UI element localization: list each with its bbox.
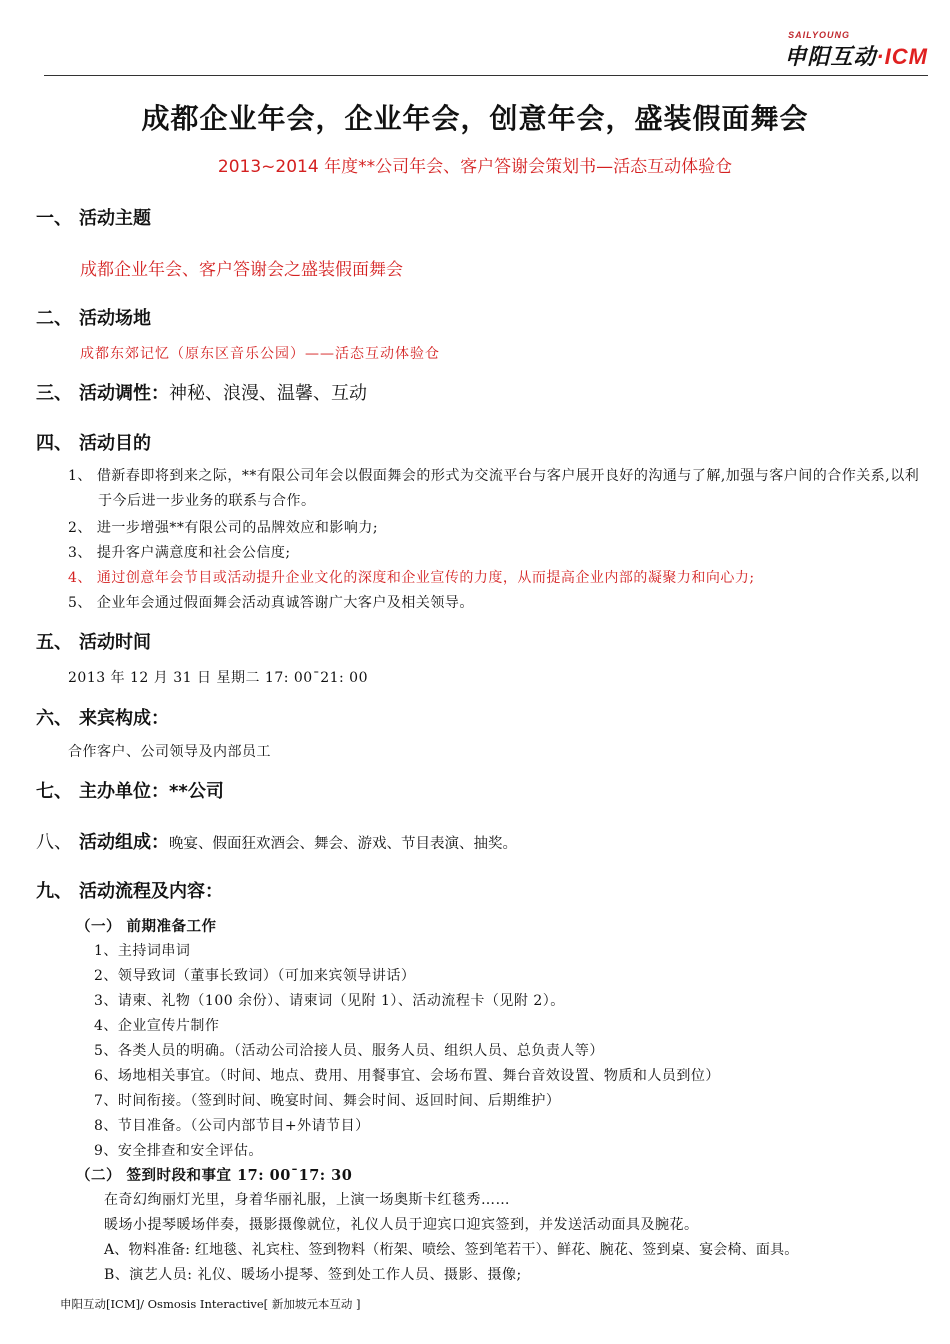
purpose-item-3: 3、 提升客户满意度和社会公信度; [68,545,291,561]
section-2-content: 成都东郊记忆（原东区音乐公园）——活态互动体验仓 [80,346,440,362]
section-9-heading: 九、 活动流程及内容： [36,881,223,902]
purpose-item-1: 1、 借新春即将到来之际，**有限公司年会以假面舞会的形式为交流平台与客户展开良好的沟通与了解,加强与客户间的合作关系,以利于今后进一步业务的联系与合作。 [68,468,920,509]
section-3-heading: 三、 活动调性：神秘、浪漫、温馨、互动 [36,383,367,404]
section-1-heading: 一、 活动主题 [36,208,151,229]
prep-item-5: 5、各类人员的明确。（活动公司洽接人员、服务人员、组织人员、总负责人等） [94,1043,604,1059]
checkin-line-4: B、演艺人员: 礼仪、暖场小提琴、签到处工作人员、摄影、摄像; [104,1267,522,1283]
logo-tagline: SAILYOUNG [788,30,850,40]
checkin-line-1: 在奇幻绚丽灯光里，身着华丽礼服，上演一场奥斯卡红毯秀…… [104,1192,510,1208]
prep-item-1: 1、主持词串词 [94,943,191,959]
checkin-line-2: 暖场小提琴暖场伴奏，摄影摄像就位，礼仪人员于迎宾口迎宾签到，并发送活动面具及腕花。 [104,1217,699,1233]
guest-composition: 合作客户、公司领导及内部员工 [68,744,271,760]
page-title: 成都企业年会，企业年会，创意年会，盛装假面舞会 [141,102,809,135]
section-6-heading: 六、 来宾构成： [36,708,169,729]
section-1-content: 成都企业年会、客户答谢会之盛装假面舞会 [80,260,403,280]
prep-item-9: 9、安全排查和安全评估。 [94,1143,263,1159]
section-7-heading: 七、 主办单位：**公司 [36,781,224,802]
prep-item-3: 3、请柬、礼物（100 余份）、请柬词（见附 1）、活动流程卡（见附 2）。 [94,993,565,1009]
section-4-heading: 四、 活动目的 [36,433,151,454]
prep-item-6: 6、场地相关事宜。（时间、地点、费用、用餐事宜、会场布置、舞台音效设置、物质和人员到位） [94,1068,720,1084]
header-divider [44,75,928,76]
checkin-line-3: A、物料准备: 红地毯、礼宾柱、签到物料（桁架、喷绘、签到笔若干）、鲜花、腕花、签到桌、宴会椅、面具。 [104,1242,799,1258]
prep-item-7: 7、时间衔接。（签到时间、晚宴时间、舞会时间、返回时间、后期维护） [94,1093,561,1109]
purpose-item-5: 5、 企业年会通过假面舞会活动真诚答谢广大客户及相关领导。 [68,595,474,611]
prep-heading: （一） 前期准备工作 [76,918,217,935]
purpose-item-2: 2、 进一步增强**有限公司的品牌效应和影响力; [68,520,379,536]
purpose-item-4: 4、 通过创意年会节目或活动提升企业文化的深度和企业宣传的力度，从而提高企业内部的凝聚力和向心力; [68,570,755,586]
section-8-heading: 八、 活动组成：晚宴、假面狂欢酒会、舞会、游戏、节目表演、抽奖。 [36,832,517,853]
prep-item-8: 8、节目准备。（公司内部节目+外请节目） [94,1118,370,1134]
brand-logo [688,30,928,70]
section-5-heading: 五、 活动时间 [36,632,151,653]
page-footer: 申阳互动[ICM]/ Osmosis Interactive[ 新加坡元本互动 ] [60,1297,361,1311]
page-subtitle: 2013~2014 年度**公司年会、客户答谢会策划书—活态互动体验仓 [217,157,733,177]
section-2-heading: 二、 活动场地 [36,308,151,329]
prep-item-2: 2、领导致词（董事长致词）（可加来宾领导讲话） [94,968,416,984]
checkin-heading: （二） 签到时段和事宜 17: 00¯17: 30 [76,1167,353,1184]
event-time: 2013 年 12 月 31 日 星期二 17: 00¯21: 00 [68,670,369,686]
logo-wordmark: 申阳互动·ICM [784,44,928,69]
prep-item-4: 4、企业宣传片制作 [94,1018,220,1034]
